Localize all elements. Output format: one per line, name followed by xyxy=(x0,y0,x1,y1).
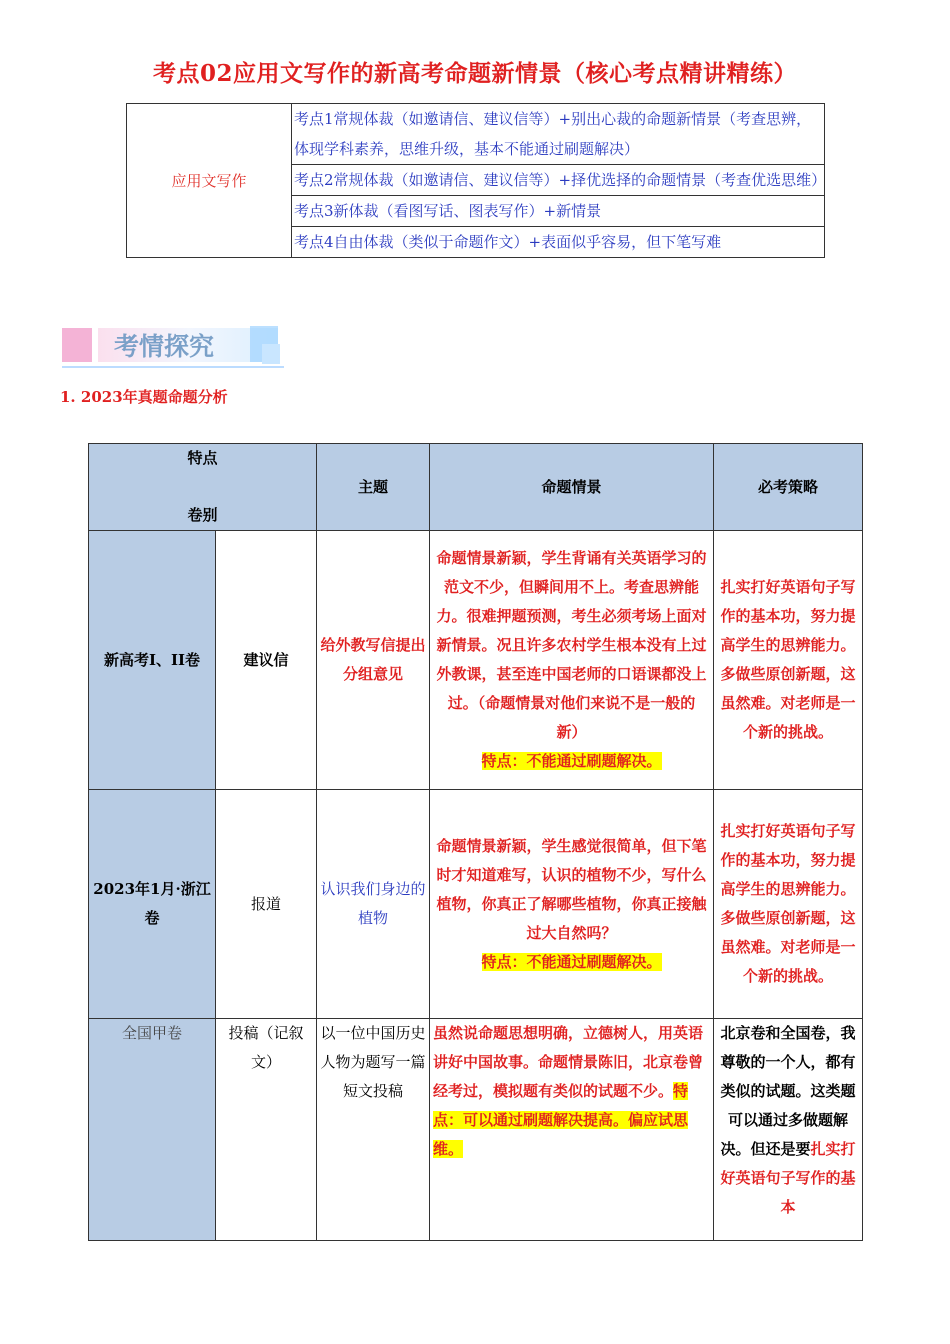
section-banner xyxy=(62,322,284,370)
row3-scenario-text: 虽然说命题思想明确，立德树人，用英语讲好中国故事。命题情景陈旧，北京卷曾经考过，模拟题有类似的试题不少。 xyxy=(433,1024,704,1100)
row3-theme: 以一位中国历史人物为题写一篇短文投稿 xyxy=(317,1019,430,1241)
overview-item-3: 考点3新体裁（看图写话、图表写作）+新情景 xyxy=(292,196,825,227)
header-feature-paper xyxy=(89,444,317,531)
banner-text: 考情探究 xyxy=(114,332,215,361)
header-strategy: 必考策略 xyxy=(714,444,863,531)
row3-strategy-black: 北京卷和全国卷，我尊敬的一个人，都有类似的试题。这类题可以通过多做题解决。但还是要 xyxy=(720,1024,856,1158)
row2-paper: 2023年1月·浙江卷 xyxy=(89,790,216,1019)
banner-blue-square xyxy=(262,344,280,364)
analysis-table xyxy=(88,443,863,1241)
row1-genre: 建议信 xyxy=(216,531,317,790)
row1-paper: 新高考I、II卷 xyxy=(89,531,216,790)
row1-scenario-text: 命题情景新颖，学生背诵有关英语学习的范文不少，但瞬间用不上。考查思辨能力。很难押题预测，考生必须考场上面对新情景。况且许多农村学生根本没有上过外教课，甚至连中国老师的口语课都没上过。（命题情景对他们来说不是一般的新） xyxy=(436,549,707,741)
header-scenario: 命题情景 xyxy=(430,444,714,531)
row3-genre: 投稿（记叙文） xyxy=(216,1019,317,1241)
row2-scenario-text: 命题情景新颖，学生感觉很简单，但下笔时才知道难写，认识的植物不少，写什么植物，你真正了解哪些植物，你真正接触过大自然吗？ xyxy=(436,836,707,942)
row1-strategy: 扎实打好英语句子写作的基本功，努力提高学生的思辨能力。多做些原创新题，这虽然难。对老师是一个新的挑战。 xyxy=(714,531,863,790)
row2-strategy: 扎实打好英语句子写作的基本功，努力提高学生的思辨能力。多做些原创新题，这虽然难。对老师是一个新的挑战。 xyxy=(714,790,863,1019)
overview-left-label: 应用文写作 xyxy=(127,104,292,258)
header-theme: 主题 xyxy=(317,444,430,531)
row3-scenario xyxy=(430,1019,714,1241)
overview-table xyxy=(126,103,825,258)
row2-scenario-highlight: 特点：不能通过刷题解决。 xyxy=(481,952,662,971)
row1-theme: 给外教写信提出分组意见 xyxy=(317,531,430,790)
row2-theme: 认识我们身边的植物 xyxy=(317,790,430,1019)
row3-paper: 全国甲卷 xyxy=(89,1019,216,1241)
overview-item-4: 考点4自由体裁（类似于命题作文）+表面似乎容易，但下笔写难 xyxy=(292,227,825,258)
section-title: 1. 2023年真题命题分析 xyxy=(60,388,228,406)
row3-strategy-red: 扎实打好英语句子写作的基本 xyxy=(720,1140,856,1216)
row2-genre: 报道 xyxy=(216,790,317,1019)
banner-pink-block xyxy=(62,328,92,362)
row1-scenario xyxy=(430,531,714,790)
table-row xyxy=(89,790,863,1019)
table-row xyxy=(89,1019,863,1241)
header-feature: 特点 xyxy=(187,449,218,467)
overview-item-1: 考点1常规体裁（如邀请信、建议信等）+别出心裁的命题新情景（考查思辨，体现学科素养，思维升级，基本不能通过刷题解决） xyxy=(292,104,825,165)
page-title: 考点02应用文写作的新高考命题新情景（核心考点精讲精练） xyxy=(152,60,797,87)
row3-scenario-highlight: 特点：可以通过刷题解决提高。偏应试思维。 xyxy=(433,1082,689,1158)
overview-item-2: 考点2常规体裁（如邀请信、建议信等）+择优选择的命题情景（考查优选思维） xyxy=(292,165,825,196)
header-paper: 卷别 xyxy=(187,506,218,524)
row2-scenario xyxy=(430,790,714,1019)
table-row xyxy=(89,531,863,790)
row1-scenario-highlight: 特点：不能通过刷题解决。 xyxy=(481,752,662,770)
row3-strategy xyxy=(714,1019,863,1241)
